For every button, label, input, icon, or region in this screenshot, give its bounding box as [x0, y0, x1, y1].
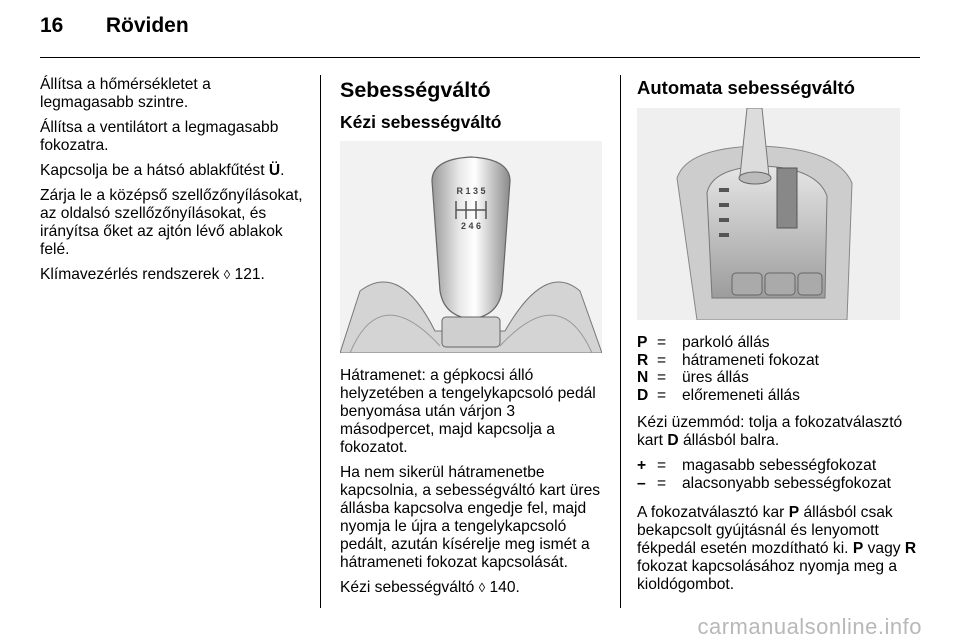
reference-page[interactable]: 121.: [234, 266, 265, 283]
page-number: 16: [40, 14, 64, 37]
watermark: carmanualsonline.info: [697, 614, 922, 639]
paragraph-reverse-retry: Ha nem sikerül hátramenetbe kapcsolnia, a sebességváltó kart üres állásba kapcsolva engedje fel, majd nyomja le újra a tengelykapcsoló pedált, azután kísérelje meg ismét a hátrameneti fokozat kapcsolását.: [340, 464, 601, 571]
shift-definitions: [637, 457, 923, 492]
reference-arrow-icon: ◊: [478, 580, 486, 595]
paragraph-manual-ref: Kézi sebességváltó ◊ 140.: [340, 579, 520, 596]
automatic-gear-selector-image: [637, 108, 900, 320]
paragraph-climate-ref: Klímavezérlés rendszerek ◊ 121.: [40, 266, 265, 283]
section-title: Sebességváltó: [340, 78, 491, 102]
manual-gear-knob-image: [340, 141, 602, 353]
column-1: [40, 76, 308, 291]
column-divider-1: [320, 75, 321, 608]
gear-row-p: P = parkoló állás: [637, 334, 770, 351]
paragraph-manual-mode: Kézi üzemmód: tolja a fokozatválasztó kart D állásból balra.: [637, 414, 903, 449]
paragraph-selector-release: A fokozatválasztó kar P állásból csak bekapcsolt gyújtásnál és lenyomott fékpedál esetén mozdítható ki. P vagy R fokozat kapcsolásához nyomja meg a kioldógombot.: [637, 504, 917, 593]
chapter-title: Röviden: [105, 14, 189, 37]
reference-arrow-icon: ◊: [223, 267, 231, 282]
gear-row-r: R = hátrameneti fokozat: [637, 351, 819, 369]
paragraph-vents: Zárja le a középső szellőzőnyílásokat, az oldalsó szellőzőnyílásokat, és irányítsa őket az ajtón lévő ablakok felé.: [40, 187, 303, 258]
knob-bottom-label: 2 4 6: [460, 221, 482, 231]
column-divider-2: [620, 75, 621, 608]
paragraph-reverse: Hátramenet: a gépkocsi álló helyzetében a tengelykapcsoló pedál benyomása után várjon 3 másodpercet, majd kapcsolja a fokozatot.: [340, 367, 596, 456]
gear-row-n: N = üres állás: [637, 369, 749, 386]
paragraph-temperature: Állítsa a hőmérsékletet a legmagasabb szintre.: [40, 76, 211, 111]
knob-top-label: R 1 3 5: [456, 186, 486, 196]
subsection-title-manual: Kézi sebességváltó: [340, 112, 502, 132]
gear-row-d: D = előremeneti állás: [637, 386, 800, 404]
plus-icon: +: [637, 457, 647, 474]
rear-defrost-symbol: Ü: [268, 162, 281, 179]
column-3: [637, 76, 923, 601]
shift-row-minus: – = alacsonyabb sebességfokozat: [637, 474, 891, 492]
header-rule: [40, 57, 920, 58]
shift-row-plus: + = magasabb sebességfokozat: [637, 457, 877, 474]
subsection-title-automatic: Automata sebességváltó: [637, 77, 855, 98]
paragraph-fan: Állítsa a ventilátort a legmagasabb fokozatra.: [40, 119, 279, 154]
gear-definitions: [637, 334, 923, 404]
reference-page[interactable]: 140.: [489, 579, 520, 596]
paragraph-rear-defrost: Kapcsolja be a hátsó ablakfűtést Ü.: [40, 162, 285, 179]
page-header: [40, 14, 189, 38]
minus-icon: –: [637, 474, 646, 492]
column-2: [340, 76, 610, 604]
